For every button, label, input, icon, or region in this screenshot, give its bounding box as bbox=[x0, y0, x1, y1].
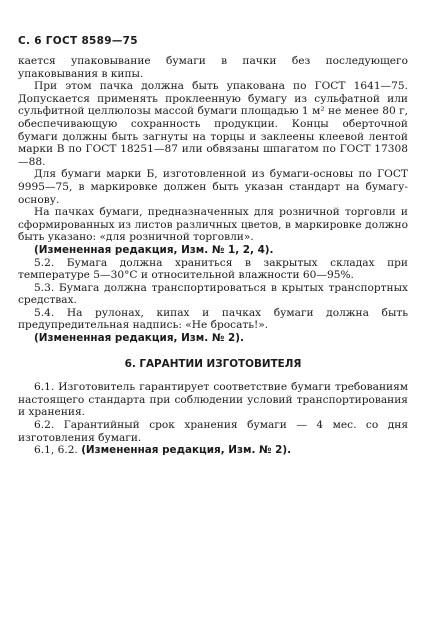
revision-note-3 bbox=[18, 444, 408, 457]
paragraph-pack-wrapping: При этом пачка должна быть упакована по ГОСТ 1641—75. Допускается применять проклеенную бумагу из сульфатной или сульфитной целлюлозы массой бумаги площадью 1 м² не менее 80 г, обеспечивающую сохранность продукции. Концы оберточной бумаги должны быть загнуты на торцы и заклеены клеевой лентой марки В по ГОСТ 18251—87 или обвязаны шпагатом по ГОСТ 17308—88. bbox=[18, 80, 408, 168]
revision-note-1: (Измененная редакция, Изм. № 1, 2, 4). bbox=[34, 243, 274, 256]
paragraph-grade-b-marking: Для бумаги марки Б, изготовленной из бумаги-основы по ГОСТ 9995—75, в маркировке должен быть указан стандарт на бумагу-основу. bbox=[18, 168, 408, 206]
paragraph-retail-marking: На пачках бумаги, предназначенных для розничной торговли и сформированных из листов различных цветов, в маркировке должно быть указано: «для розничной торговли». bbox=[18, 206, 408, 244]
paragraph-5-4-warning: 5.4. На рулонах, кипах и пачках бумаги должна быть предупредительная надпись: «Не бросать!». bbox=[18, 306, 408, 332]
revision-note-3-text: (Измененная редакция, Изм. № 2). bbox=[81, 444, 292, 457]
revision-note-2: (Измененная редакция, Изм. № 2). bbox=[34, 332, 244, 345]
section-title-manufacturer-guarantee: 6. ГАРАНТИИ ИЗГОТОВИТЕЛЯ bbox=[124, 357, 302, 370]
document-body bbox=[18, 55, 408, 457]
paragraph-6-2-shelf-life: 6.2. Гарантийный срок хранения бумаги — 4 мес. со дня изготовления бумаги. bbox=[18, 419, 408, 444]
paragraph-6-1-guarantee: 6.1. Изготовитель гарантирует соответствие бумаги требованиям настоящего стандарта при соблюдении условий транспортирования и хранения. bbox=[18, 381, 408, 419]
revision-note-3-prefix: 6.1, 6.2. bbox=[34, 444, 78, 457]
paragraph-packing-continuation: кается упаковывание бумаги в пачки без последующего упаковывания в кипы. bbox=[18, 55, 408, 80]
paragraph-5-3-transport: 5.3. Бумага должна транспортироваться в крытых транспортных средствах. bbox=[18, 281, 408, 307]
page-header: С. 6 ГОСТ 8589—75 bbox=[18, 35, 138, 47]
paragraph-5-2-storage: 5.2. Бумага должна храниться в закрытых складах при температуре 5—30°С и относительной влажности 60—95%. bbox=[18, 256, 408, 282]
